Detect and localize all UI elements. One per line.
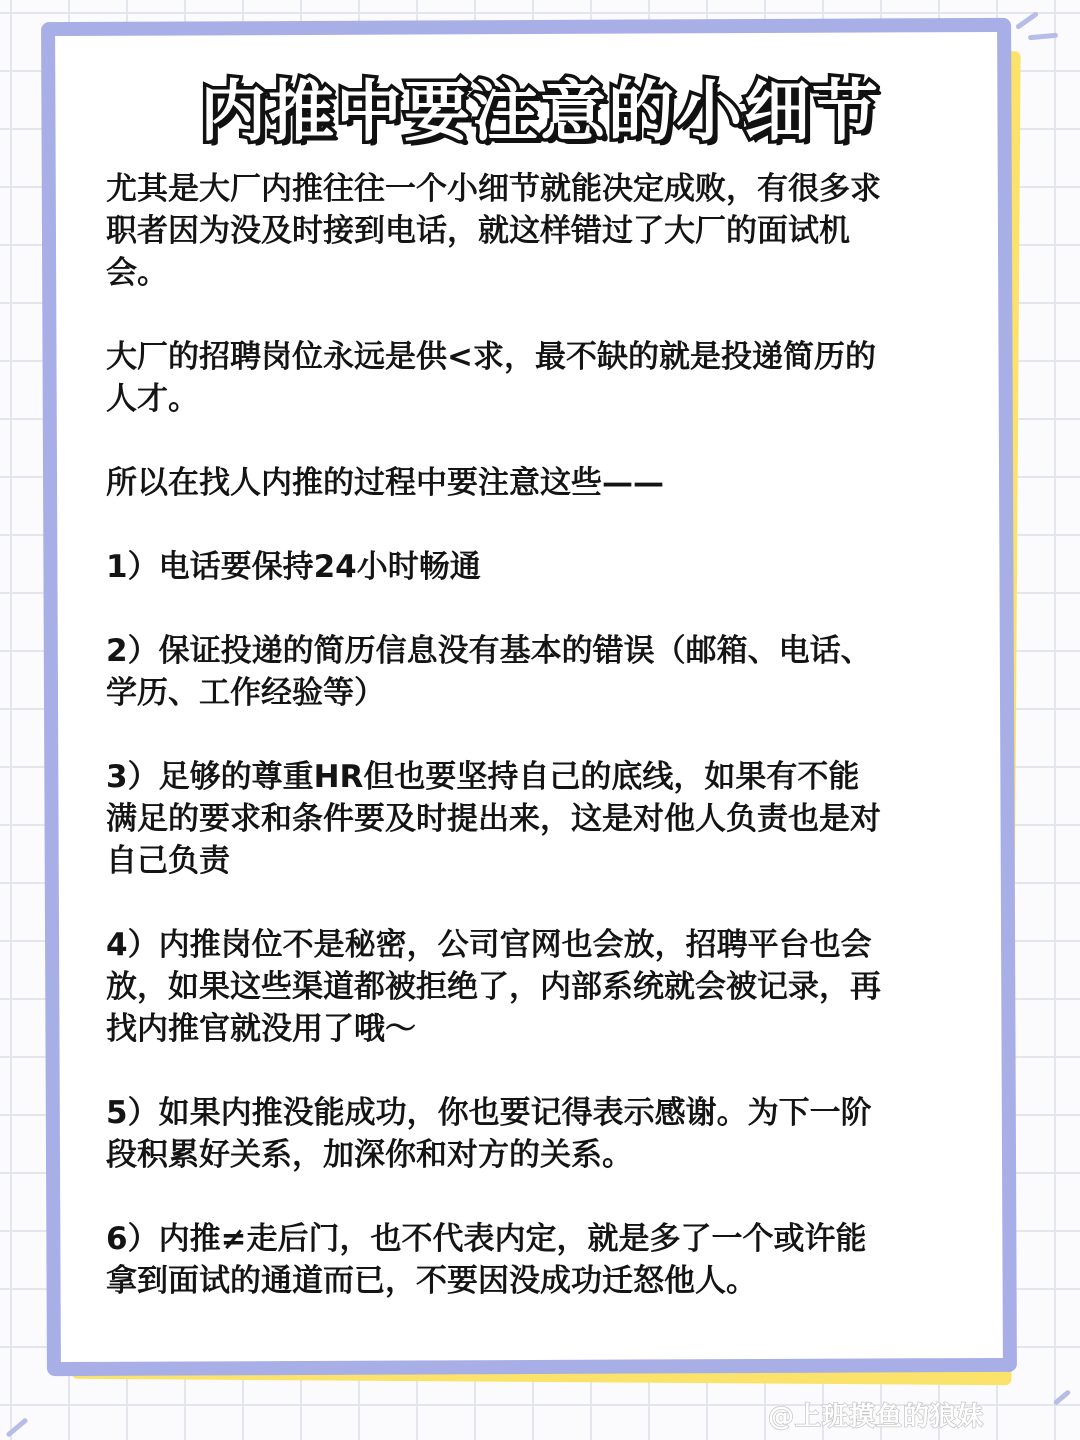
supply-demand-paragraph: 大厂的招聘岗位永远是供<求，最不缺的就是投递简历的 人才。 (106, 339, 876, 417)
corner-stroke-top-right-2 (1028, 33, 1058, 41)
corner-stroke-bottom-left (5, 1417, 28, 1438)
author-watermark: @上班摸鱼的狼妹 (767, 1402, 984, 1432)
page-title: 内推中要注意的小细节 (200, 73, 880, 150)
tip-1: 1）电话要保持24小时畅通 (106, 549, 481, 585)
corner-stroke-top-right-1 (1015, 11, 1039, 30)
tip-5: 5）如果内推没能成功，你也要记得表示感谢。为下一阶 段积累好关系，加深你和对方的关系。 (106, 1095, 872, 1173)
lead-in-paragraph: 所以在找人内推的过程中要注意这些—— (106, 465, 664, 501)
article-body (106, 168, 986, 1302)
tip-4: 4）内推岗位不是秘密，公司官网也会放，招聘平台也会 放，如果这些渠道都被拒绝了，内部系统就会被记录，再 找内推官就没用了哦～ (106, 927, 881, 1047)
tip-3: 3）足够的尊重HR但也要坚持自己的底线，如果有不能 满足的要求和条件要及时提出来，这是对他人负责也是对 自己负责 (106, 759, 881, 879)
intro-paragraph: 尤其是大厂内推往往一个小细节就能决定成败，有很多求 职者因为没及时接到电话，就这样错过了大厂的面试机 会。 (106, 171, 881, 291)
corner-stroke-bottom-right (1053, 1389, 1072, 1406)
tip-2: 2）保证投递的简历信息没有基本的错误（邮箱、电话、 学历、工作经验等） (106, 633, 872, 711)
tip-6: 6）内推≠走后门，也不代表内定，就是多了一个或许能 拿到面试的通道而已，不要因没成功迁怒他人。 (106, 1221, 867, 1299)
